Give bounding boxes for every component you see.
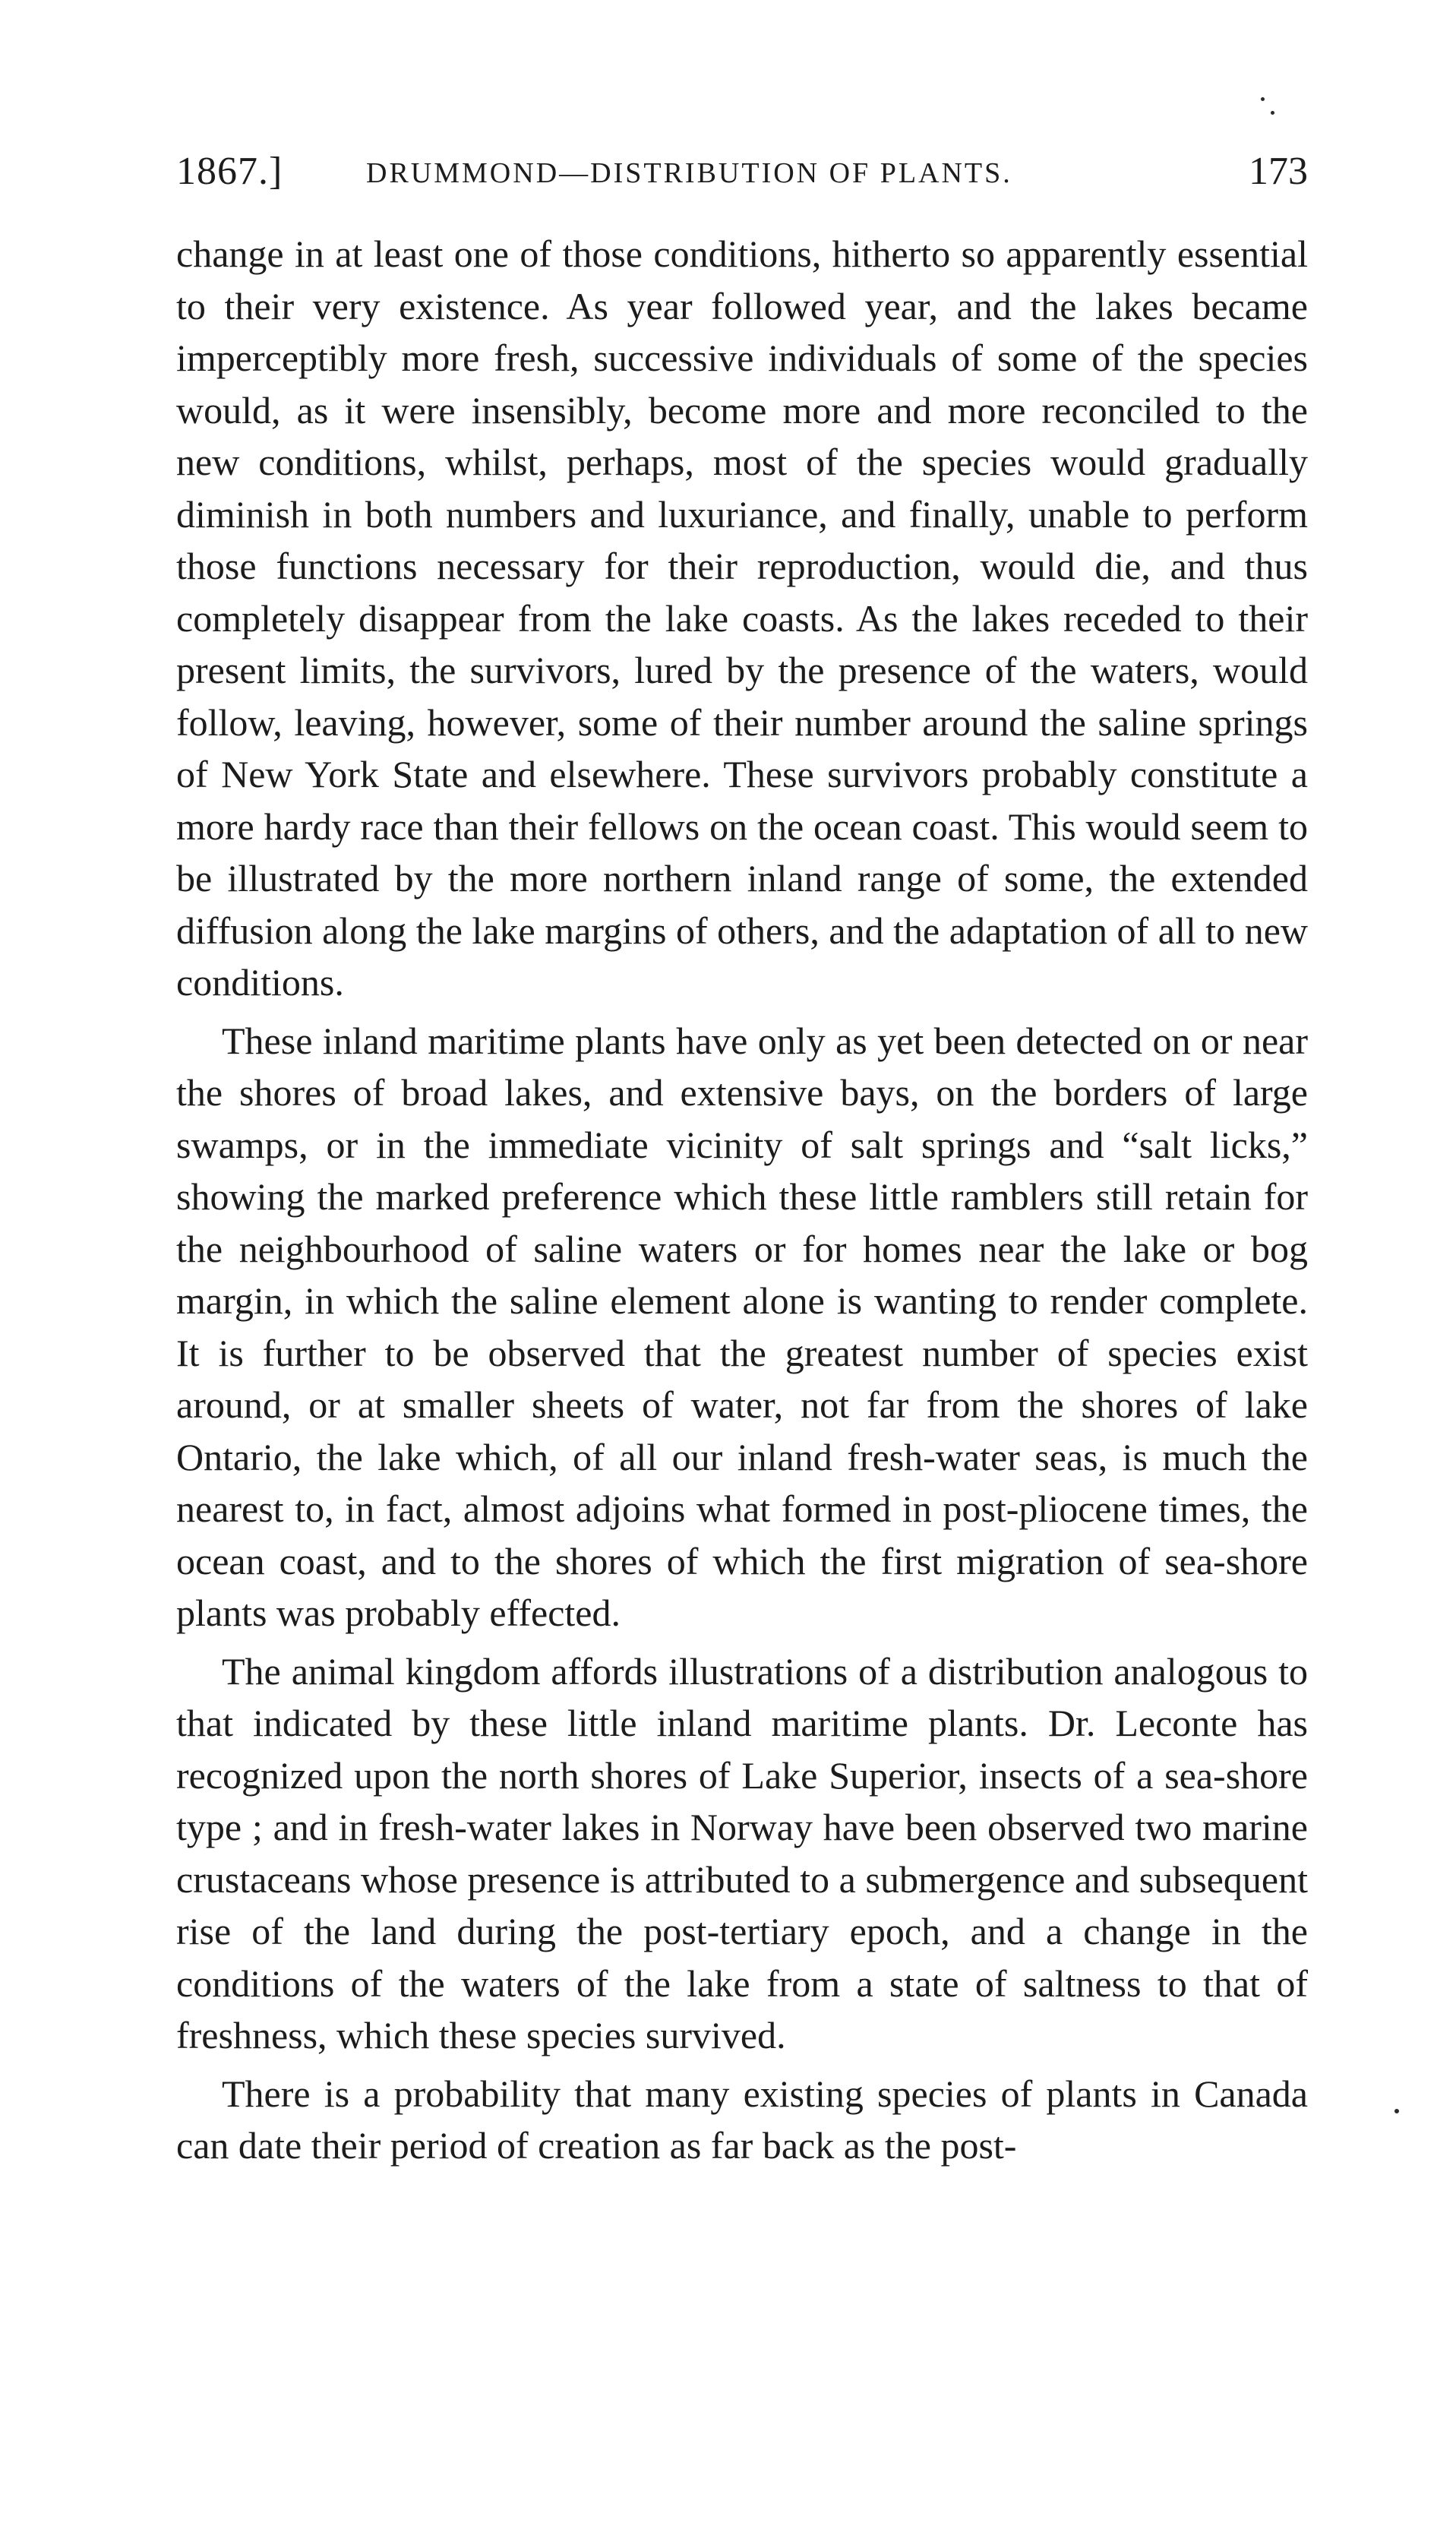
- margin-dot: [1271, 111, 1274, 115]
- paragraph-inland-maritime-plants: These inland maritime plants have only as yet been detected on or near the shores of broad lakes, and extensive bays, on the borders of large swamps, or in the immediate vicinity of salt springs and “salt licks,” showing the marked preference which these little ramblers still retain for the neighbourhood of saline waters or for homes near the lake or bog margin, in which the saline element alone is wanting to render complete. It is further to be observed that the greatest number of species exist around, or at smaller sheets of water, not far from the shores of lake Ontario, the lake which, of all our inland fresh-water seas, is much the nearest to, in fact, almost adjoins what formed in post-pliocene times, the ocean coast, and to the shores of which the first migration of sea-shore plants was probably effected.: [176, 1019, 1308, 1634]
- running-head: [176, 149, 1308, 210]
- margin-dot: [1261, 97, 1265, 101]
- margin-dot: [1394, 2109, 1399, 2113]
- running-head-title: DRUMMOND—DISTRIBUTION OF PLANTS.: [366, 157, 1012, 189]
- paragraph-creation-period: There is a probability that many existing species of plants in Canada can date their period of creation as far back as the post-: [176, 2072, 1308, 2167]
- body-text: [176, 228, 1308, 2172]
- paragraph-continued: change in at least one of those conditions, hitherto so apparently essential to their very existence. As year followed year, and the lakes became imperceptibly more fresh, successive individuals of some of the species would, as it were insensibly, become more and more reconciled to the new conditions, whilst, perhaps, most of the species would gradually diminish in both numbers and luxuriance, and finally, unable to perform those functions necessary for their reproduction, would die, and thus completely disappear from the lake coasts. As the lakes receded to their present limits, the survivors, lured by the presence of the waters, would follow, leaving, however, some of their number around the saline springs of New York State and elsewhere. These survivors probably constitute a more hardy race than their fellows on the ocean coast. This would seem to be illustrated by the more northern inland range of some, the extended diffusion along the lake margins of others, and the adaptation of all to new conditions.: [176, 232, 1308, 1004]
- page-number: 173: [1249, 150, 1308, 193]
- paragraph-animal-kingdom: The animal kingdom affords illustrations of a distribution analogous to that indicated by these little inland maritime plants. Dr. Leconte has recognized upon the north shores of Lake Superior, insects of a sea-shore type ; and in fresh-water lakes in Norway have been observed two marine crustaceans whose presence is attributed to a submergence and subsequent rise of the land during the post-tertiary epoch, and a change in the conditions of the waters of the lake from a state of saltness to that of freshness, which these species survived.: [176, 1649, 1308, 2056]
- running-head-year: 1867.]: [176, 150, 283, 193]
